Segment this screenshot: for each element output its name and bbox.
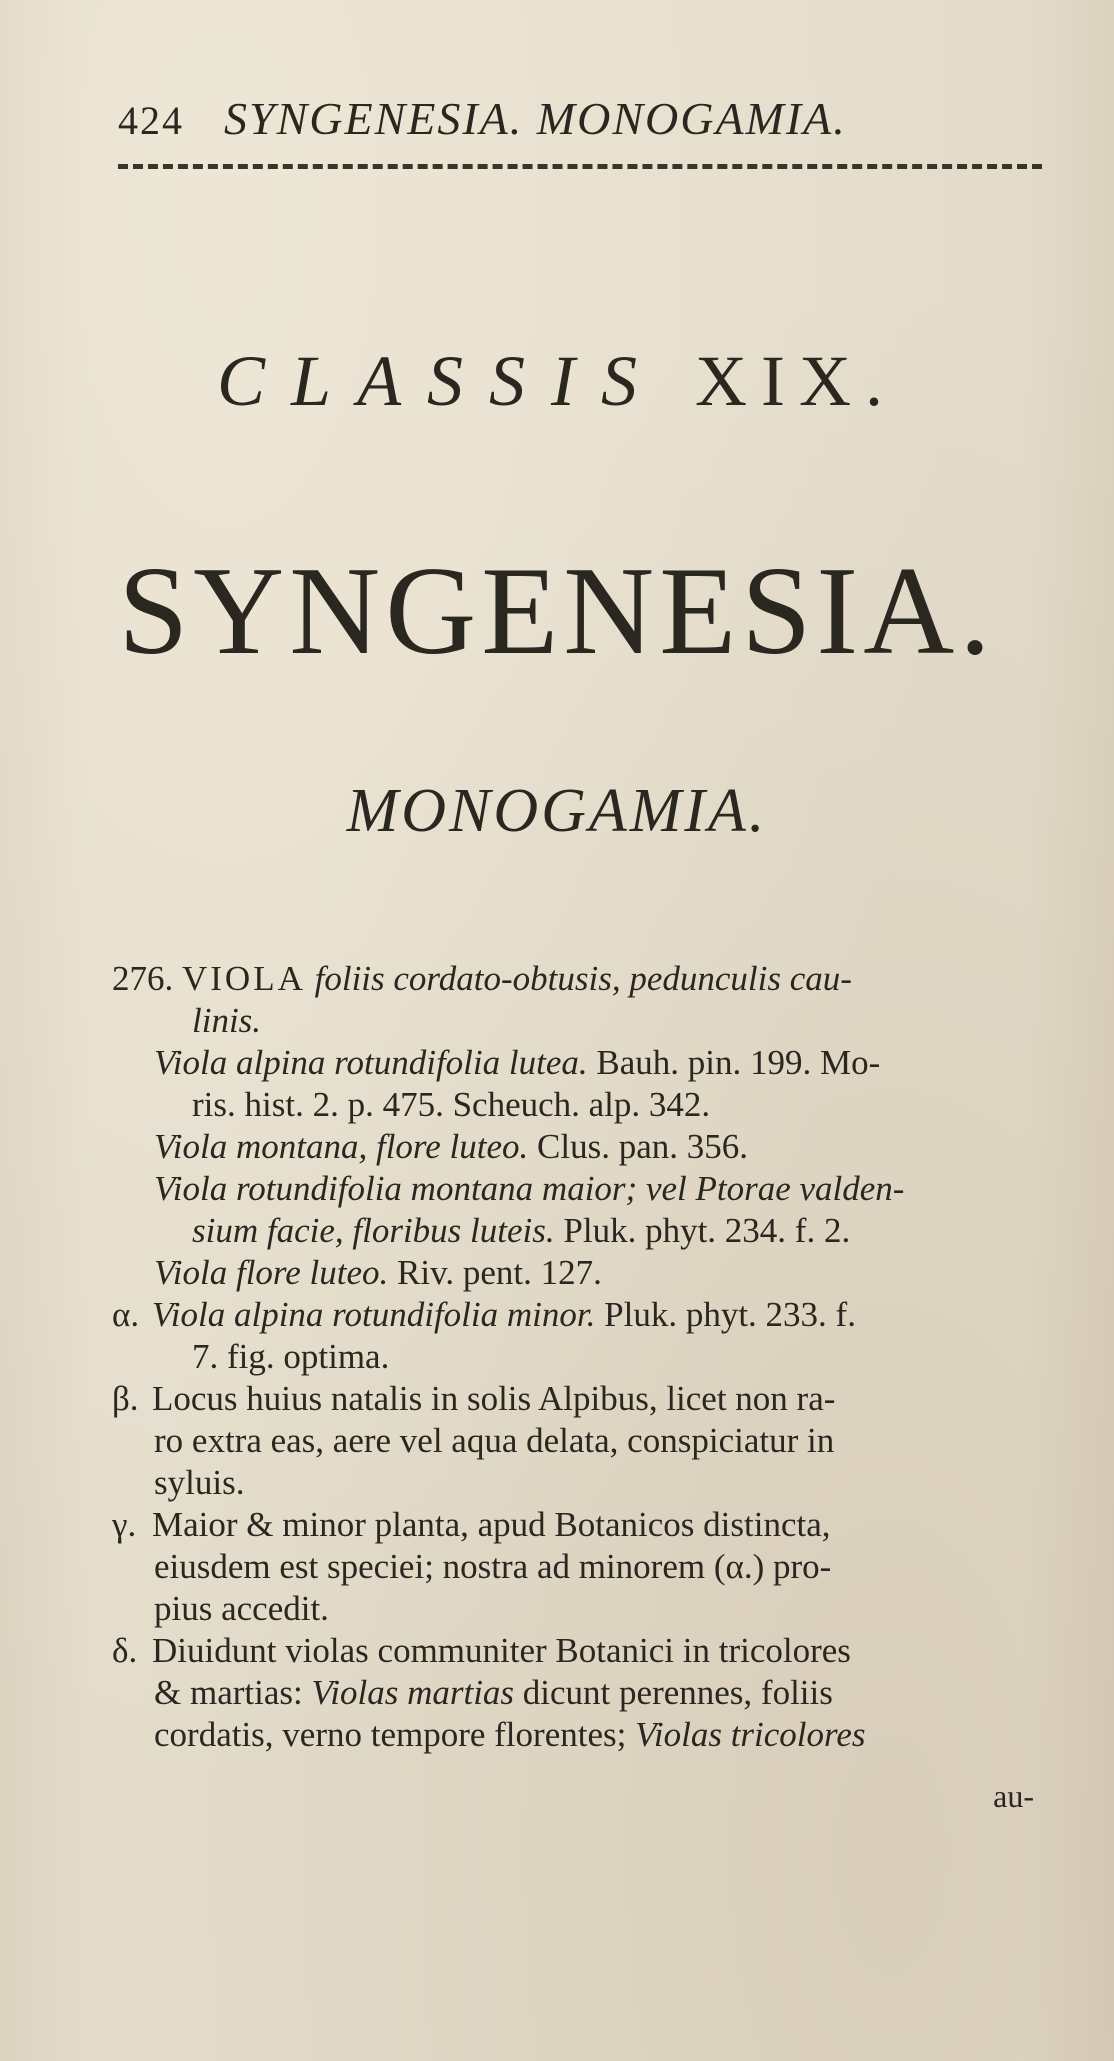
note-gamma-cont-2: pius accedit. (154, 1589, 329, 1628)
note-gamma-cont-1: eiusdem est speciei; nostra ad minorem (α.) pro- (154, 1547, 832, 1586)
entry-line-1 (112, 958, 1034, 1000)
note-beta: β. Locus huius natalis in solis Alpibus, licet non ra- (112, 1379, 836, 1418)
running-title: SYNGENESIA. MONOGAMIA. (224, 93, 847, 144)
note-alpha: α. Viola alpina rotundifolia minor. Pluk. phyt. 233. f. (112, 1295, 856, 1334)
order-name-title: MONOGAMIA. (346, 777, 768, 845)
note-delta: δ. Diuidunt violas communiter Botanici in tricolores (112, 1631, 851, 1670)
catchword: au- (993, 1778, 1034, 1814)
note-alpha-cont: 7. fig. optima. (192, 1337, 390, 1376)
species-diagnosis: foliis cordato-obtusis, pedunculis cau- (314, 959, 852, 998)
synonym-1-cont: ris. hist. 2. p. 475. Scheuch. alp. 342. (192, 1085, 711, 1124)
class-name-title: SYNGENESIA. (118, 542, 996, 681)
note-beta-cont-1: ro extra eas, aere vel aqua delata, conspiciatur in (154, 1421, 835, 1460)
entry-line-2: linis. (192, 1001, 262, 1040)
synonym-4: Viola flore luteo. Riv. pent. 127. (154, 1253, 602, 1292)
note-marker-alpha: α. (112, 1295, 140, 1334)
species-entry (112, 958, 1034, 1756)
classis-word: CLASSIS (217, 341, 664, 421)
note-delta-cont-2: cordatis, verno tempore florentes; Violas tricolores (154, 1715, 866, 1754)
synonym-1: Viola alpina rotundifolia lutea. Bauh. pin. 199. Mo- (154, 1043, 881, 1082)
genus-name: VIOLA (182, 959, 306, 998)
note-beta-cont-2: syluis. (154, 1463, 245, 1502)
synonym-2: Viola montana, flore luteo. Clus. pan. 356. (154, 1127, 749, 1166)
page-number: 424 (118, 98, 184, 143)
synonym-3-cont: sium facie, floribus luteis. Pluk. phyt. 234. f. 2. (192, 1211, 851, 1250)
note-marker-gamma: γ. (112, 1505, 137, 1544)
header-rule (118, 164, 1042, 169)
running-header (118, 92, 1038, 152)
class-heading (0, 340, 1114, 423)
note-marker-delta: δ. (112, 1631, 138, 1670)
classis-number: XIX. (695, 341, 897, 421)
note-gamma: γ. Maior & minor planta, apud Botanicos distincta, (112, 1505, 831, 1544)
note-delta-cont-1: & martias: Violas martias dicunt perennes, foliis (154, 1673, 833, 1712)
synonym-3: Viola rotundifolia montana maior; vel Ptorae valden- (154, 1169, 905, 1208)
note-marker-beta: β. (112, 1379, 139, 1418)
species-number: 276. (112, 959, 174, 998)
